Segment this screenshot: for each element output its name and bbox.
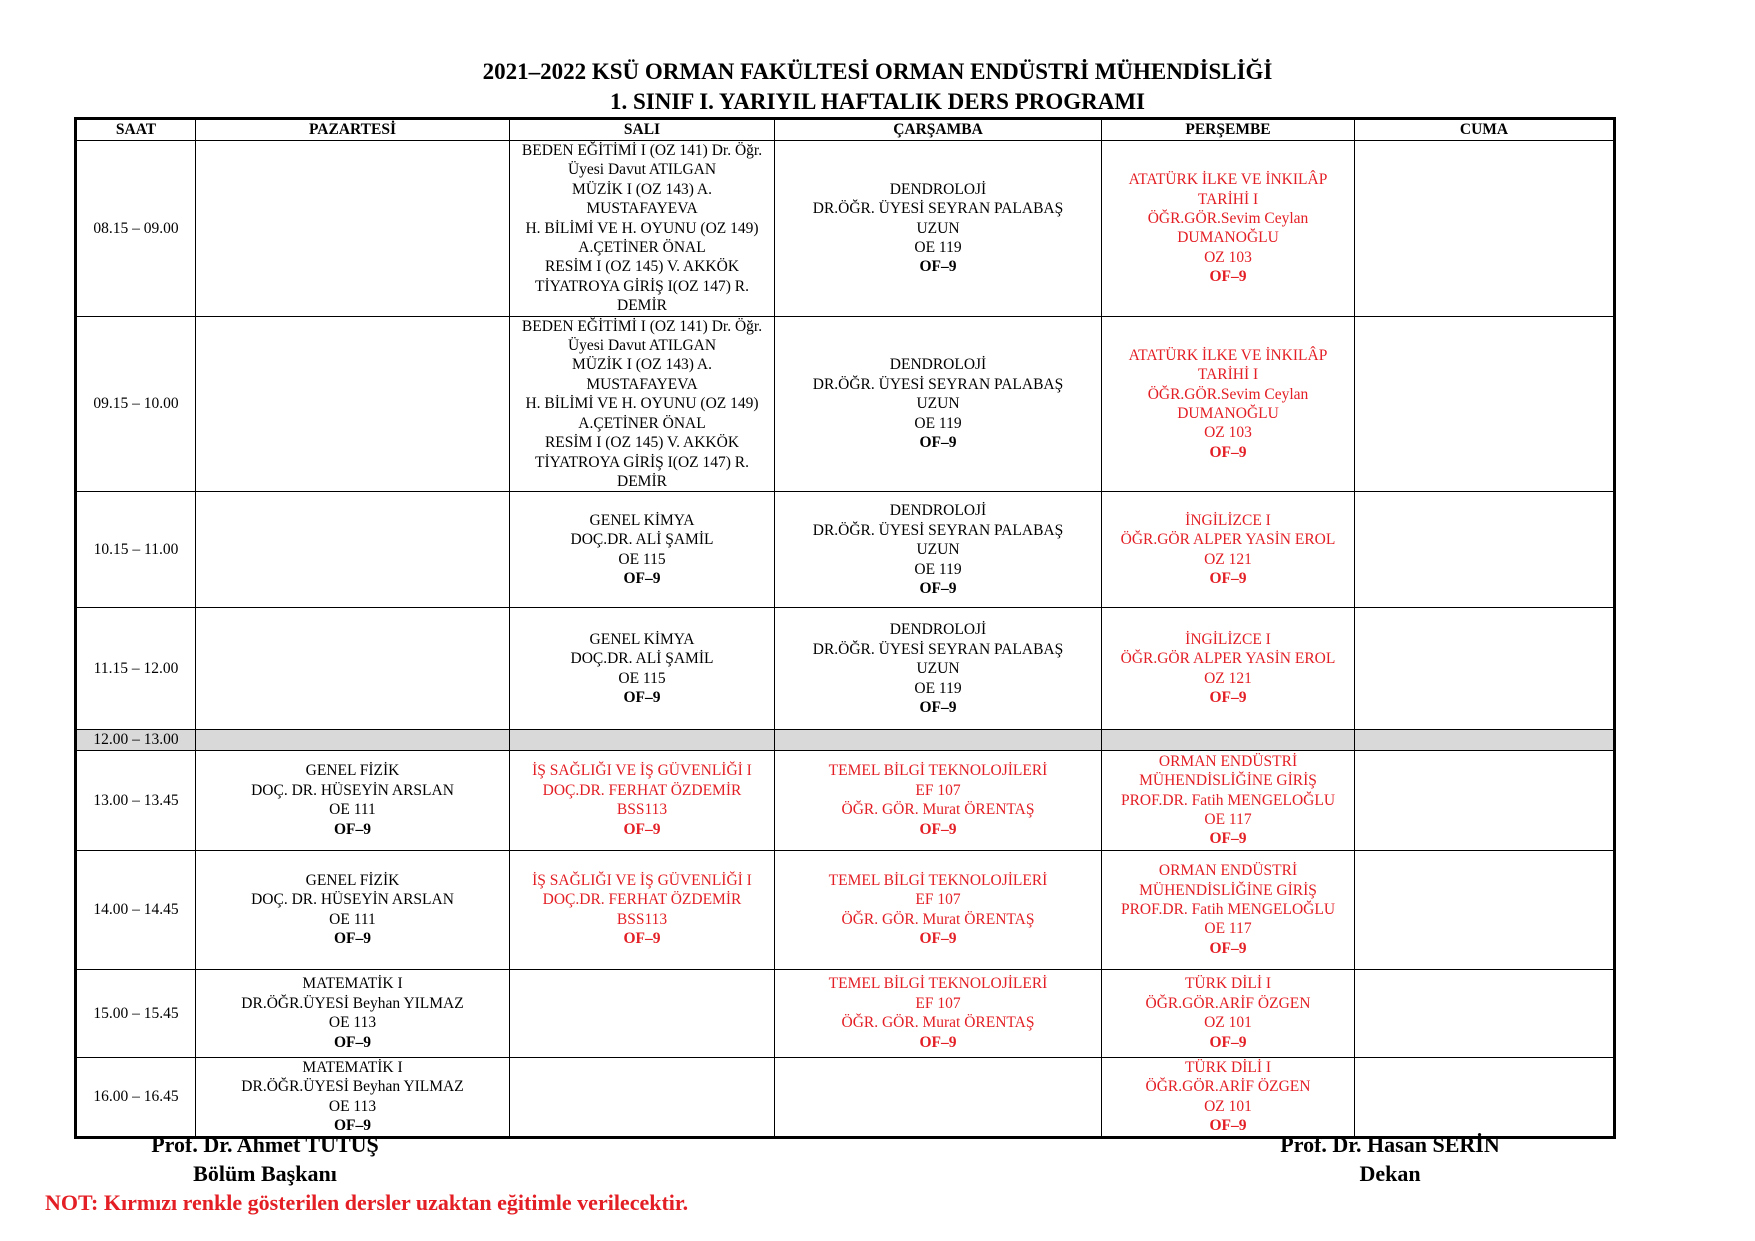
- time-cell: 10.15 – 11.00: [76, 492, 196, 608]
- course-text-line: OE 117: [1204, 920, 1252, 938]
- course-cell-sali: [510, 969, 775, 1057]
- course-text-line: OE 119: [914, 414, 962, 432]
- schedule-table: [74, 117, 1616, 1139]
- classroom-code: OF–9: [919, 820, 957, 838]
- course-text-line: ATATÜRK İLKE VE İNKILÂP: [1128, 346, 1328, 364]
- course-text-line: TEMEL BİLGİ TEKNOLOJİLERİ: [828, 975, 1048, 993]
- page-title-line2: 1. SINIF I. YARIYIL HAFTALIK DERS PROGRAMI: [609, 89, 1146, 114]
- classroom-code: OF–9: [1209, 570, 1247, 588]
- course-cell-persembe: [1102, 1057, 1355, 1137]
- course-text-line: MATEMATİK I: [302, 1058, 403, 1076]
- course-cell-cuma: [1355, 850, 1615, 969]
- course-cell-persembe: [1102, 750, 1355, 850]
- course-text-line: MÜZİK I (OZ 143) A.: [572, 356, 712, 374]
- time-slot-row: [76, 316, 1615, 492]
- course-cell-pazartesi: [196, 730, 510, 750]
- course-text-line: Üyesi Davut ATILGAN: [567, 161, 717, 179]
- course-text-line: MÜHENDİSLİĞİNE GİRİŞ: [1139, 881, 1317, 899]
- course-text-line: GENEL KİMYA: [589, 631, 695, 648]
- course-text-line: TÜRK DİLİ I: [1184, 1058, 1272, 1076]
- course-cell-pazartesi: [196, 492, 510, 608]
- course-text-line: H. BİLİMİ VE H. OYUNU (OZ 149): [525, 395, 759, 413]
- page-title-line1: 2021–2022 KSÜ ORMAN FAKÜLTESİ ORMAN ENDÜSTRİ MÜHENDİSLİĞİ: [482, 59, 1273, 84]
- classroom-code: OF–9: [333, 930, 372, 948]
- course-text-line: OZ 121: [1204, 669, 1252, 687]
- course-cell-pazartesi: [196, 141, 510, 317]
- time-slot-row: [76, 969, 1615, 1057]
- course-text-line: BEDEN EĞİTİMİ I (OZ 141) Dr. Öğr.: [521, 142, 763, 159]
- course-cell-persembe: [1102, 316, 1355, 492]
- course-text-line: DENDROLOJİ: [889, 502, 987, 520]
- course-text-line: RESİM I (OZ 145) V. AKKÖK: [544, 258, 740, 276]
- course-text-line: DENDROLOJİ: [889, 180, 987, 198]
- course-cell-pazartesi: [196, 850, 510, 969]
- course-text-line: İŞ SAĞLIĞI VE İŞ GÜVENLİĞİ I: [532, 871, 752, 889]
- signature-department-head: [120, 1130, 410, 1188]
- course-text-line: OE 113: [328, 1014, 377, 1032]
- classroom-code: OF–9: [623, 820, 661, 838]
- classroom-code: OF–9: [333, 1033, 372, 1051]
- header-row: [76, 119, 1615, 141]
- course-text-line: OE 111: [329, 910, 376, 928]
- course-text-line: OE 119: [914, 679, 962, 697]
- course-text-line: BSS113: [616, 910, 668, 928]
- course-cell-carsamba: [775, 608, 1102, 730]
- course-text-line: İNGİLİZCE I: [1185, 631, 1271, 648]
- course-text-line: TİYATROYA GİRİŞ I(OZ 147) R.: [535, 277, 749, 295]
- course-text-line: DR.ÖĞR. ÜYESİ SEYRAN PALABAŞ: [812, 375, 1064, 393]
- course-text-line: MATEMATİK I: [302, 975, 403, 993]
- course-text-line: DR.ÖĞR. ÜYESİ SEYRAN PALABAŞ: [812, 200, 1064, 218]
- course-text-line: ÖĞR. GÖR. Murat ÖRENTAŞ: [841, 910, 1035, 928]
- classroom-code: OF–9: [1209, 939, 1247, 957]
- column-header-sali: SALI: [510, 119, 775, 141]
- course-cell-cuma: [1355, 969, 1615, 1057]
- course-text-line: RESİM I (OZ 145) V. AKKÖK: [544, 434, 740, 452]
- course-cell-carsamba: [775, 850, 1102, 969]
- course-text-line: DOÇ.DR. ALİ ŞAMİL: [570, 650, 714, 668]
- course-text-line: OZ 101: [1204, 1097, 1252, 1115]
- time-slot-row: [76, 1057, 1615, 1137]
- course-text-line: DOÇ.DR. FERHAT ÖZDEMİR: [542, 891, 742, 909]
- course-cell-cuma: [1355, 730, 1615, 750]
- course-text-line: DOÇ. DR. HÜSEYİN ARSLAN: [251, 781, 454, 799]
- course-text-line: TARİHİ I: [1197, 366, 1259, 384]
- course-cell-sali: [510, 850, 775, 969]
- column-header-persembe: PERŞEMBE: [1102, 119, 1355, 141]
- course-cell-pazartesi: [196, 608, 510, 730]
- time-cell: 14.00 – 14.45: [76, 850, 196, 969]
- course-text-line: DR.ÖĞR. ÜYESİ SEYRAN PALABAŞ: [812, 521, 1064, 539]
- course-text-line: OZ 101: [1204, 1014, 1252, 1032]
- time-slot-row: [76, 492, 1615, 608]
- course-cell-carsamba: [775, 969, 1102, 1057]
- classroom-code: OF–9: [1209, 689, 1247, 707]
- course-text-line: TARİHİ I: [1197, 190, 1259, 208]
- course-text-line: ÖĞR. GÖR. Murat ÖRENTAŞ: [841, 1014, 1035, 1032]
- time-cell: 08.15 – 09.00: [76, 141, 196, 317]
- course-text-line: OE 115: [618, 669, 666, 687]
- course-cell-persembe: [1102, 730, 1355, 750]
- classroom-code: OF–9: [333, 1117, 372, 1135]
- course-text-line: MÜHENDİSLİĞİNE GİRİŞ: [1139, 772, 1317, 790]
- course-text-line: EF 107: [915, 781, 961, 799]
- course-text-line: DOÇ.DR. FERHAT ÖZDEMİR: [542, 781, 742, 799]
- course-text-line: OE 111: [329, 801, 376, 819]
- course-text-line: DUMANOĞLU: [1177, 229, 1279, 247]
- course-text-line: İNGİLİZCE I: [1185, 512, 1271, 529]
- course-text-line: GENEL FİZİK: [305, 871, 400, 889]
- course-text-line: A.ÇETİNER ÖNAL: [578, 414, 706, 432]
- classroom-code: OF–9: [1209, 1117, 1247, 1135]
- classroom-code: OF–9: [919, 1033, 957, 1051]
- course-text-line: ÖĞR.GÖR.ARİF ÖZGEN: [1145, 1078, 1311, 1096]
- time-slot-row: [76, 850, 1615, 969]
- course-text-line: DR.ÖĞR.ÜYESİ Beyhan YILMAZ: [241, 1078, 464, 1096]
- course-cell-persembe: [1102, 608, 1355, 730]
- course-text-line: BEDEN EĞİTİMİ I (OZ 141) Dr. Öğr.: [521, 317, 763, 335]
- course-text-line: OE 115: [618, 550, 666, 568]
- time-slot-row: [76, 141, 1615, 317]
- course-cell-carsamba: [775, 1057, 1102, 1137]
- course-cell-sali: [510, 1057, 775, 1137]
- course-text-line: DEMİR: [617, 297, 667, 315]
- course-cell-pazartesi: [196, 750, 510, 850]
- course-text-line: DUMANOĞLU: [1177, 404, 1279, 422]
- course-cell-carsamba: [775, 492, 1102, 608]
- course-text-line: A.ÇETİNER ÖNAL: [578, 239, 706, 257]
- course-text-line: Üyesi Davut ATILGAN: [567, 337, 717, 355]
- column-header-saat: SAAT: [76, 119, 196, 141]
- signature-dean: [1240, 1130, 1540, 1188]
- course-text-line: OE 117: [1204, 810, 1252, 828]
- classroom-code: OF–9: [333, 820, 372, 838]
- course-text-line: OE 113: [328, 1097, 377, 1115]
- course-text-line: OZ 103: [1204, 424, 1252, 442]
- course-text-line: İŞ SAĞLIĞI VE İŞ GÜVENLİĞİ I: [532, 762, 752, 780]
- course-cell-cuma: [1355, 492, 1615, 608]
- course-cell-persembe: [1102, 492, 1355, 608]
- course-text-line: OE 119: [914, 560, 962, 578]
- time-cell: 11.15 – 12.00: [76, 608, 196, 730]
- course-cell-persembe: [1102, 969, 1355, 1057]
- course-text-line: TEMEL BİLGİ TEKNOLOJİLERİ: [828, 762, 1048, 780]
- course-cell-cuma: [1355, 316, 1615, 492]
- course-cell-sali: [510, 141, 775, 317]
- course-cell-carsamba: [775, 750, 1102, 850]
- course-cell-sali: [510, 750, 775, 850]
- course-cell-sali: [510, 608, 775, 730]
- classroom-code: OF–9: [919, 930, 957, 948]
- course-text-line: ÖĞR.GÖR.Sevim Ceylan: [1147, 209, 1309, 227]
- course-text-line: DENDROLOJİ: [889, 621, 987, 639]
- classroom-code: OF–9: [919, 434, 957, 452]
- course-cell-sali: [510, 316, 775, 492]
- course-text-line: ÖĞR.GÖR ALPER YASİN EROL: [1120, 531, 1336, 549]
- course-cell-pazartesi: [196, 1057, 510, 1137]
- classroom-code: OF–9: [919, 698, 957, 716]
- course-text-line: DOÇ.DR. ALİ ŞAMİL: [570, 531, 714, 549]
- course-text-line: TEMEL BİLGİ TEKNOLOJİLERİ: [828, 871, 1048, 889]
- course-text-line: EF 107: [915, 891, 961, 909]
- course-text-line: DOÇ. DR. HÜSEYİN ARSLAN: [251, 891, 454, 909]
- column-header-carsamba: ÇARŞAMBA: [775, 119, 1102, 141]
- lunch-row: [76, 730, 1615, 750]
- course-cell-carsamba: [775, 141, 1102, 317]
- time-slot-row: [76, 750, 1615, 850]
- course-text-line: DENDROLOJİ: [889, 356, 987, 374]
- classroom-code: OF–9: [919, 258, 957, 276]
- course-text-line: UZUN: [916, 395, 960, 413]
- course-cell-cuma: [1355, 750, 1615, 850]
- course-text-line: ORMAN ENDÜSTRİ: [1158, 752, 1298, 770]
- course-cell-sali: [510, 730, 775, 750]
- schedule-body: [76, 141, 1615, 1138]
- classroom-code: OF–9: [1209, 830, 1247, 848]
- column-header-pazartesi: PAZARTESİ: [196, 119, 510, 141]
- course-text-line: UZUN: [916, 660, 960, 678]
- time-cell: 16.00 – 16.45: [76, 1057, 196, 1137]
- course-text-line: GENEL KİMYA: [589, 512, 695, 529]
- course-text-line: OZ 121: [1204, 550, 1252, 568]
- course-text-line: TÜRK DİLİ I: [1184, 975, 1272, 993]
- course-text-line: MÜZİK I (OZ 143) A.: [572, 180, 712, 198]
- course-cell-cuma: [1355, 608, 1615, 730]
- signature-title: Bölüm Başkanı: [193, 1161, 337, 1186]
- course-text-line: DR.ÖĞR. ÜYESİ SEYRAN PALABAŞ: [812, 640, 1064, 658]
- classroom-code: OF–9: [1209, 443, 1247, 461]
- remote-education-note: NOT: Kırmızı renkle gösterilen dersler uzaktan eğitimle verilecektir.: [45, 1190, 689, 1215]
- classroom-code: OF–9: [1209, 268, 1247, 286]
- signature-name: Prof. Dr. Hasan SERİN: [1280, 1132, 1500, 1157]
- course-text-line: H. BİLİMİ VE H. OYUNU (OZ 149): [525, 219, 759, 237]
- course-text-line: PROF.DR. Fatih MENGELOĞLU: [1120, 791, 1336, 809]
- classroom-code: OF–9: [623, 570, 661, 588]
- course-text-line: TİYATROYA GİRİŞ I(OZ 147) R.: [535, 453, 749, 471]
- signature-title: Dekan: [1359, 1161, 1421, 1186]
- time-cell: 09.15 – 10.00: [76, 316, 196, 492]
- time-cell: 12.00 – 13.00: [76, 730, 196, 750]
- time-cell: 13.00 – 13.45: [76, 750, 196, 850]
- course-text-line: PROF.DR. Fatih MENGELOĞLU: [1120, 901, 1336, 919]
- course-text-line: ORMAN ENDÜSTRİ: [1158, 862, 1298, 880]
- course-cell-pazartesi: [196, 316, 510, 492]
- classroom-code: OF–9: [623, 930, 661, 948]
- column-header-cuma: CUMA: [1355, 119, 1615, 141]
- course-cell-carsamba: [775, 316, 1102, 492]
- course-cell-persembe: [1102, 850, 1355, 969]
- time-cell: 15.00 – 15.45: [76, 969, 196, 1057]
- course-cell-persembe: [1102, 141, 1355, 317]
- course-text-line: ÖĞR.GÖR ALPER YASİN EROL: [1120, 650, 1336, 668]
- time-slot-row: [76, 608, 1615, 730]
- signature-name: Prof. Dr. Ahmet TUTUŞ: [151, 1132, 379, 1157]
- course-text-line: OZ 103: [1204, 248, 1252, 266]
- course-text-line: BSS113: [616, 801, 668, 819]
- course-cell-sali: [510, 492, 775, 608]
- course-text-line: ATATÜRK İLKE VE İNKILÂP: [1128, 171, 1328, 189]
- course-text-line: UZUN: [916, 541, 960, 559]
- classroom-code: OF–9: [1209, 1033, 1247, 1051]
- course-text-line: ÖĞR. GÖR. Murat ÖRENTAŞ: [841, 801, 1035, 819]
- classroom-code: OF–9: [919, 579, 957, 597]
- course-text-line: DEMİR: [617, 472, 667, 490]
- course-text-line: ÖĞR.GÖR.ARİF ÖZGEN: [1145, 994, 1311, 1012]
- classroom-code: OF–9: [623, 689, 661, 707]
- course-text-line: GENEL FİZİK: [305, 762, 400, 780]
- course-text-line: UZUN: [916, 219, 960, 237]
- course-cell-pazartesi: [196, 969, 510, 1057]
- course-cell-cuma: [1355, 1057, 1615, 1137]
- course-text-line: DR.ÖĞR.ÜYESİ Beyhan YILMAZ: [241, 994, 464, 1012]
- course-cell-cuma: [1355, 141, 1615, 317]
- course-cell-carsamba: [775, 730, 1102, 750]
- course-text-line: ÖĞR.GÖR.Sevim Ceylan: [1147, 385, 1309, 403]
- course-text-line: MUSTAFAYEVA: [586, 375, 698, 393]
- course-text-line: MUSTAFAYEVA: [586, 200, 698, 218]
- course-text-line: EF 107: [915, 994, 961, 1012]
- course-text-line: OE 119: [914, 239, 962, 257]
